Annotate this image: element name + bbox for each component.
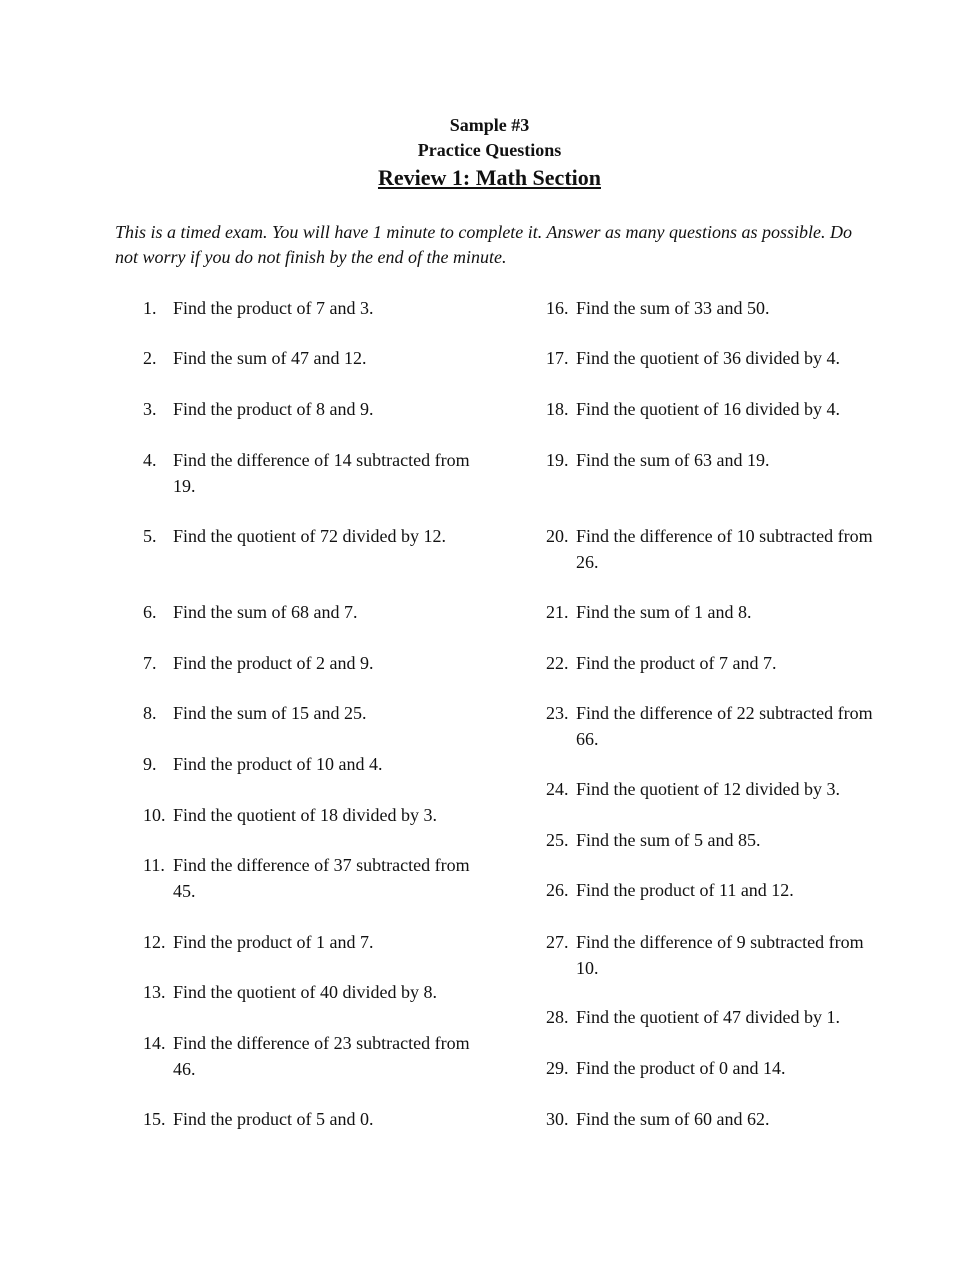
question-item: [546, 1005, 886, 1031]
question-text: Find the difference of 22 subtracted from 66.: [576, 703, 873, 749]
question-item: [143, 651, 473, 677]
question-number: 11.: [143, 855, 165, 875]
question-item: [143, 803, 473, 829]
question-number: 24.: [546, 779, 569, 799]
question-item: [143, 980, 473, 1006]
question-number: 26.: [546, 880, 569, 900]
question-text: Find the product of 1 and 7.: [173, 932, 374, 952]
question-number: 5.: [143, 526, 157, 546]
page-title: Review 1: Math Section: [377, 165, 601, 190]
question-item: [143, 346, 473, 372]
question-text: Find the product of 11 and 12.: [576, 880, 794, 900]
question-text: Find the product of 10 and 4.: [173, 754, 383, 774]
question-number: 4.: [143, 450, 157, 470]
question-number: 6.: [143, 602, 157, 622]
question-item: [143, 296, 473, 322]
question-item: [546, 448, 886, 474]
question-item: [143, 752, 473, 778]
question-text: Find the sum of 33 and 50.: [576, 298, 770, 318]
question-number: 9.: [143, 754, 157, 774]
question-item: [143, 1031, 473, 1082]
practice-label: Practice Questions: [417, 140, 562, 160]
question-item: [546, 777, 886, 803]
question-number: 2.: [143, 348, 157, 368]
question-text: Find the difference of 9 subtracted from 10.: [576, 932, 864, 978]
question-item: [546, 346, 886, 372]
question-text: Find the sum of 68 and 7.: [173, 602, 358, 622]
question-text: Find the product of 0 and 14.: [576, 1058, 786, 1078]
question-item: [546, 600, 886, 626]
question-item: [546, 930, 886, 981]
question-text: Find the product of 2 and 9.: [173, 653, 374, 673]
question-number: 3.: [143, 399, 157, 419]
question-number: 22.: [546, 653, 569, 673]
question-item: [546, 878, 886, 904]
question-number: 14.: [143, 1033, 166, 1053]
question-text: Find the sum of 63 and 19.: [576, 450, 770, 470]
question-text: Find the quotient of 16 divided by 4.: [576, 399, 840, 419]
question-text: Find the sum of 15 and 25.: [173, 703, 367, 723]
question-number: 29.: [546, 1058, 569, 1078]
question-text: Find the product of 8 and 9.: [173, 399, 374, 419]
question-text: Find the product of 7 and 7.: [576, 653, 777, 673]
question-item: [546, 701, 886, 752]
question-number: 13.: [143, 982, 166, 1002]
question-number: 8.: [143, 703, 157, 723]
question-text: Find the quotient of 18 divided by 3.: [173, 805, 437, 825]
question-number: 20.: [546, 526, 569, 546]
question-number: 10.: [143, 805, 166, 825]
question-text: Find the sum of 60 and 62.: [576, 1109, 770, 1129]
question-item: [143, 600, 473, 626]
question-number: 16.: [546, 298, 569, 318]
question-number: 15.: [143, 1109, 166, 1129]
question-item: [143, 524, 473, 550]
question-text: Find the quotient of 40 divided by 8.: [173, 982, 437, 1002]
question-item: [143, 1107, 473, 1133]
question-item: [143, 701, 473, 727]
question-number: 1.: [143, 298, 157, 318]
question-item: [143, 930, 473, 956]
question-text: Find the quotient of 47 divided by 1.: [576, 1007, 840, 1027]
question-text: Find the sum of 1 and 8.: [576, 602, 752, 622]
question-text: Find the sum of 47 and 12.: [173, 348, 367, 368]
question-item: [546, 1056, 886, 1082]
question-text: Find the difference of 23 subtracted from 46.: [173, 1033, 470, 1079]
question-item: [143, 448, 473, 499]
question-number: 18.: [546, 399, 569, 419]
question-number: 7.: [143, 653, 157, 673]
question-number: 12.: [143, 932, 166, 952]
sample-label: Sample #3: [449, 115, 530, 135]
question-item: [143, 397, 473, 423]
question-text: Find the quotient of 36 divided by 4.: [576, 348, 840, 368]
instructions: This is a timed exam. You will have 1 minute to complete it. Answer as many questions as possible. Do not worry if you do not finish by the end of the minute.: [115, 222, 852, 267]
question-number: 21.: [546, 602, 569, 622]
question-number: 19.: [546, 450, 569, 470]
question-number: 25.: [546, 830, 569, 850]
question-item: [546, 1107, 886, 1133]
question-number: 23.: [546, 703, 569, 723]
question-text: Find the quotient of 12 divided by 3.: [576, 779, 840, 799]
question-text: Find the product of 5 and 0.: [173, 1109, 374, 1129]
question-text: Find the difference of 10 subtracted from 26.: [576, 526, 873, 572]
question-text: Find the sum of 5 and 85.: [576, 830, 761, 850]
question-item: [546, 828, 886, 854]
question-text: Find the difference of 14 subtracted from 19.: [173, 450, 470, 496]
question-number: 28.: [546, 1007, 569, 1027]
question-item: [546, 397, 886, 423]
question-text: Find the product of 7 and 3.: [173, 298, 374, 318]
question-item: [546, 651, 886, 677]
question-text: Find the quotient of 72 divided by 12.: [173, 526, 446, 546]
question-item: [143, 853, 473, 904]
question-item: [546, 524, 886, 575]
question-item: [546, 296, 886, 322]
question-number: 27.: [546, 932, 569, 952]
question-text: Find the difference of 37 subtracted from 45.: [173, 855, 470, 901]
question-number: 17.: [546, 348, 569, 368]
question-number: 30.: [546, 1109, 569, 1129]
